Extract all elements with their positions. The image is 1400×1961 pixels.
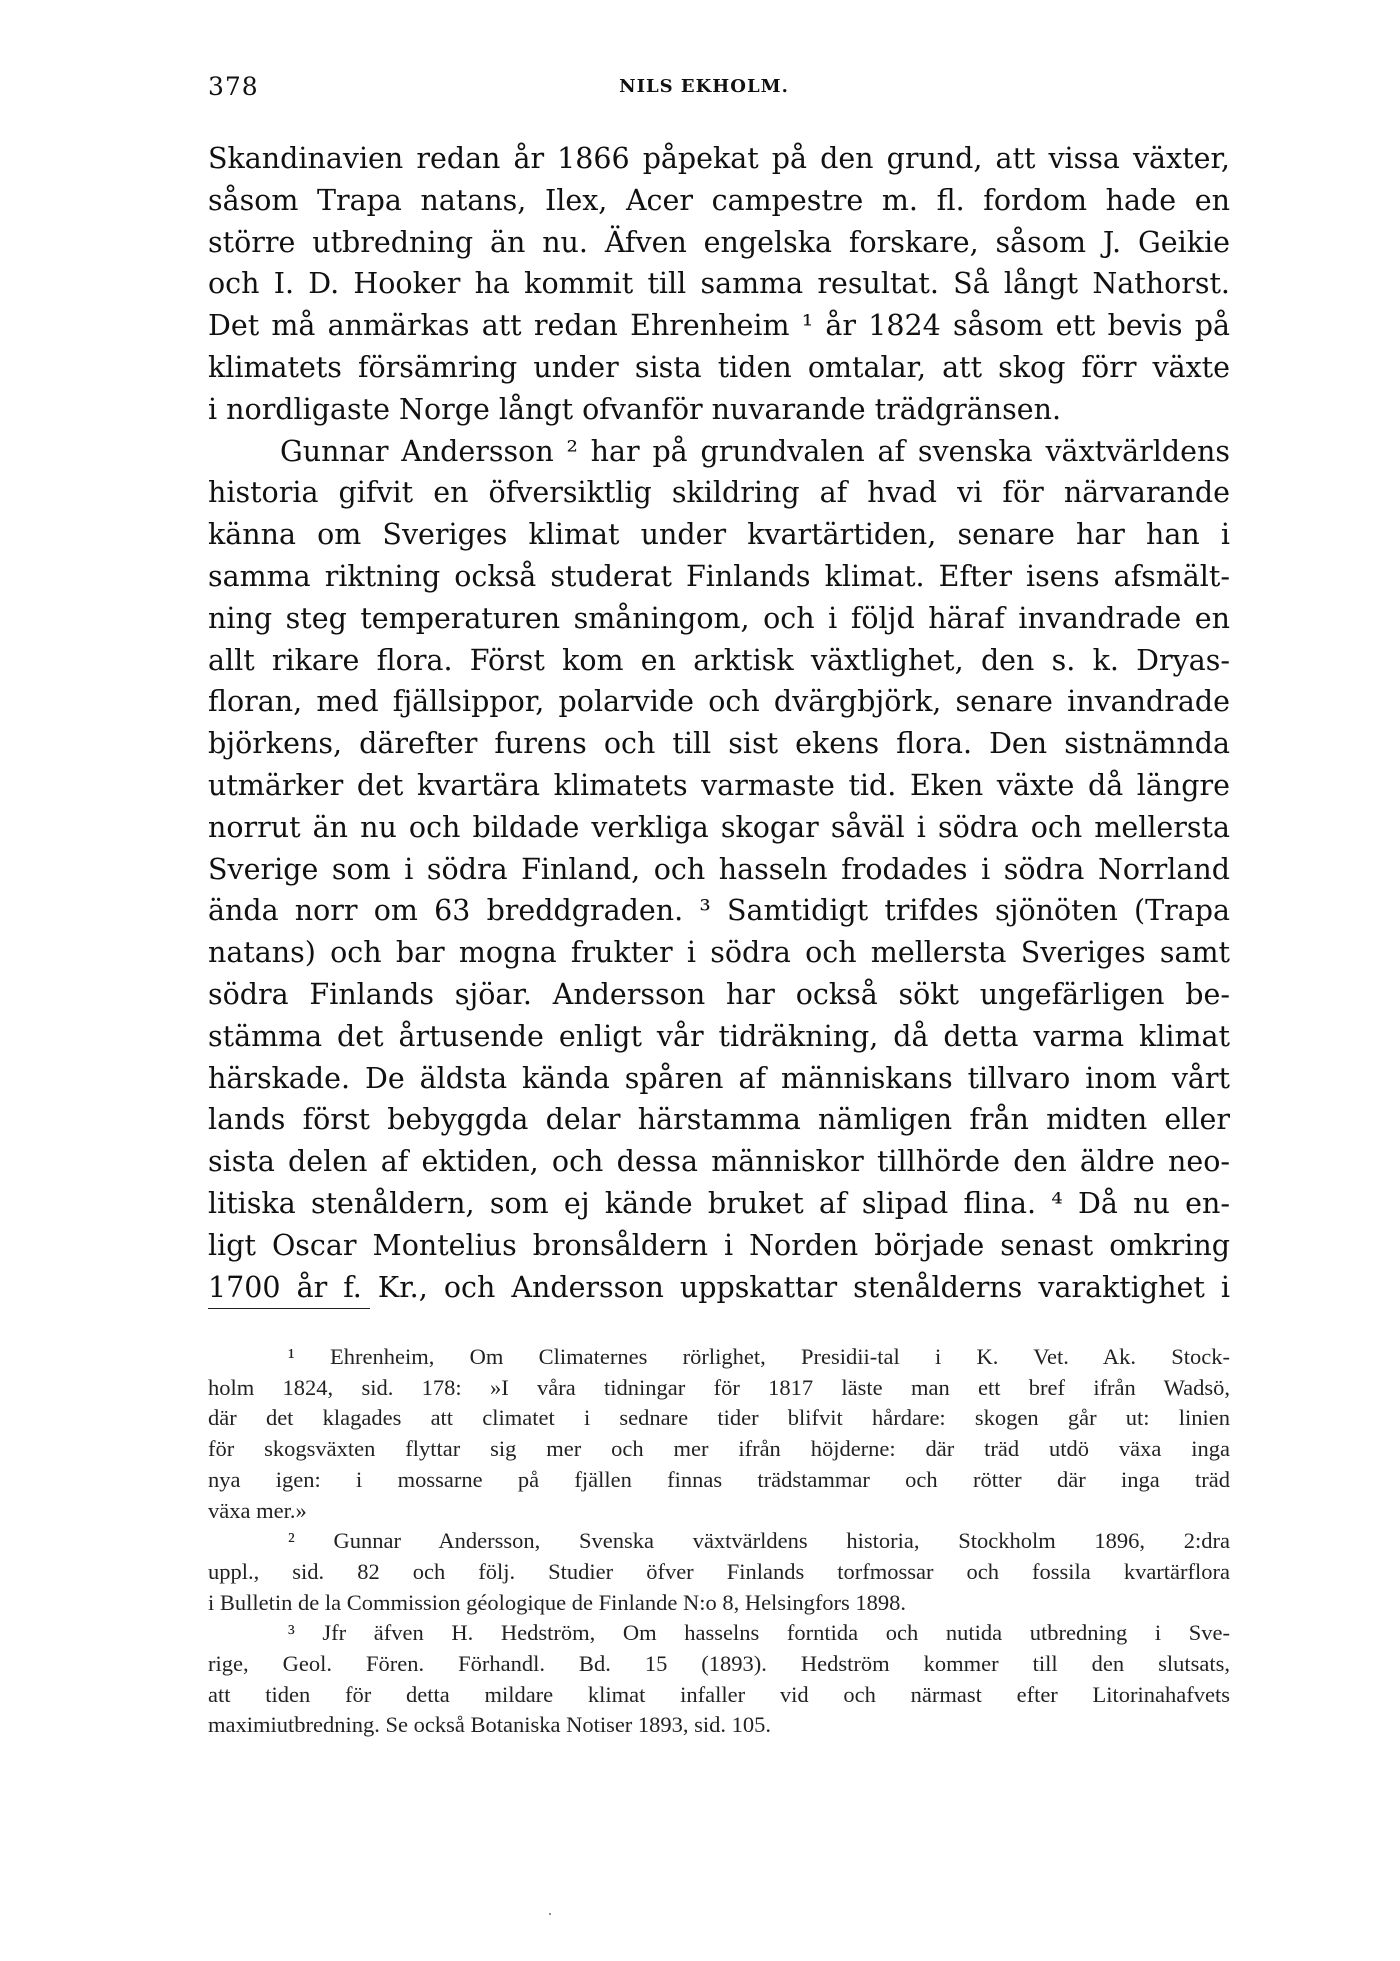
body-line: och I. D. Hooker ha kommit till samma resultat. Så långt Nathorst. — [208, 267, 1230, 301]
footnote-line: för skogsväxten flyttar sig mer och mer ifrån höjderne: där träd utdö växa inga — [208, 1436, 1230, 1462]
footnote-line: i Bulletin de la Commission géologique de Finlande N:o 8, Helsingfors 1898. — [208, 1589, 907, 1615]
body-line: härskade. De äldsta kända spåren af människans tillvaro inom vårt — [208, 1061, 1230, 1095]
footnote-line: rige, Geol. Fören. Förhandl. Bd. 15 (1893). Hedström kommer till den slutsats, — [208, 1651, 1230, 1677]
body-line: i nordligaste Norge långt ofvanför nuvarande trädgränsen. — [208, 392, 1062, 426]
body-line: norrut än nu och bildade verkliga skogar såväl i södra och mellersta — [208, 810, 1230, 844]
body-text — [208, 138, 1230, 1308]
body-line: natans) och bar mogna frukter i södra och mellersta Sveriges samt — [208, 936, 1230, 970]
body-line: sista delen af ektiden, och dessa människor tillhörde den äldre neo- — [208, 1145, 1230, 1179]
body-line: Gunnar Andersson ² har på grundvalen af svenska växtvärldens — [280, 434, 1230, 468]
footnotes — [208, 1342, 1230, 1741]
body-line: floran, med fjällsippor, polarvide och dvärgbjörk, senare invandrade — [208, 685, 1230, 719]
footnote-line: maximiutbredning. Se också Botaniska Notiser 1893, sid. 105. — [208, 1712, 772, 1738]
page-number: 378 — [208, 72, 259, 101]
body-line: samma riktning också studerat Finlands klimat. Efter isens afsmält- — [208, 559, 1230, 593]
body-line: allt rikare flora. Först kom en arktisk växtlighet, den s. k. Dryas- — [208, 643, 1230, 677]
body-line: utmärker det kvartära klimatets varmaste tid. Eken växte då längre — [208, 768, 1230, 802]
body-line: klimatets försämring under sista tiden omtalar, att skog förr växte — [208, 350, 1230, 384]
footnote-line: nya igen: i mossarne på fjällen finnas trädstammar och rötter där inga träd — [208, 1466, 1230, 1492]
body-line: södra Finlands sjöar. Andersson har också sökt ungefärligen be- — [208, 977, 1230, 1011]
footnote-line: holm 1824, sid. 178: »I våra tidningar för 1817 läste man ett bref ifrån Wadsö, — [208, 1374, 1230, 1400]
footnote-line: växa mer.» — [208, 1497, 307, 1523]
body-line: 1700 år f. Kr., och Andersson uppskattar stenålderns varaktighet i — [208, 1270, 1230, 1304]
body-line: ligt Oscar Montelius bronsåldern i Norden började senast omkring — [208, 1228, 1230, 1262]
body-line: Skandinavien redan år 1866 påpekat på den grund, att vissa växter, — [208, 142, 1230, 175]
running-head: NILS EKHOLM. — [619, 76, 789, 97]
footnote-divider — [208, 1308, 370, 1309]
body-line: känna om Sveriges klimat under kvartärtiden, senare har han i — [208, 518, 1230, 552]
body-line: litiska stenåldern, som ej kände bruket af slipad flina. ⁴ Då nu en- — [208, 1186, 1230, 1220]
body-line: ning steg temperaturen småningom, och i följd häraf invandrade en — [208, 601, 1230, 635]
footnote-line: ³ Jfr äfven H. Hedström, Om hasselns forntida och nutida utbredning i Sve- — [288, 1620, 1230, 1646]
footnote-line: ² Gunnar Andersson, Svenska växtvärldens historia, Stockholm 1896, 2:dra — [288, 1528, 1230, 1554]
body-line: historia gifvit en öfversiktlig skildring af hvad vi för närvarande — [208, 476, 1230, 510]
body-line: stämma det årtusende enligt vår tidräkning, då detta varma klimat — [208, 1019, 1230, 1053]
print-speck — [549, 1913, 551, 1915]
body-line: ända norr om 63 breddgraden. ³ Samtidigt trifdes sjönöten (Trapa — [208, 894, 1230, 928]
body-line: större utbredning än nu. Äfven engelska forskare, såsom J. Geikie — [208, 225, 1230, 259]
body-line: björkens, därefter furens och till sist ekens flora. Den sistnämnda — [208, 727, 1230, 761]
footnote-line: uppl., sid. 82 och följ. Studier öfver Finlands torfmossar och fossila kvartärflora — [208, 1558, 1230, 1584]
footnote-line: där det klagades att climatet i sednare tider blifvit hårdare: skogen går ut: linien — [208, 1405, 1230, 1431]
body-line: Sverige som i södra Finland, och hasseln frodades i södra Norrland — [208, 852, 1230, 886]
footnote-line: att tiden för detta mildare klimat infaller vid och närmast efter Litorinahafvets — [208, 1681, 1230, 1707]
body-line: såsom Trapa natans, Ilex, Acer campestre m. fl. fordom hade en — [208, 183, 1230, 217]
footnote-line: ¹ Ehrenheim, Om Climaternes rörlighet, Presidii-tal i K. Vet. Ak. Stock- — [288, 1344, 1230, 1369]
page-header — [208, 72, 1200, 112]
body-line: lands först bebyggda delar härstamma nämligen från midten eller — [208, 1103, 1230, 1137]
body-line: Det må anmärkas att redan Ehrenheim ¹ år 1824 såsom ett bevis på — [208, 309, 1230, 343]
